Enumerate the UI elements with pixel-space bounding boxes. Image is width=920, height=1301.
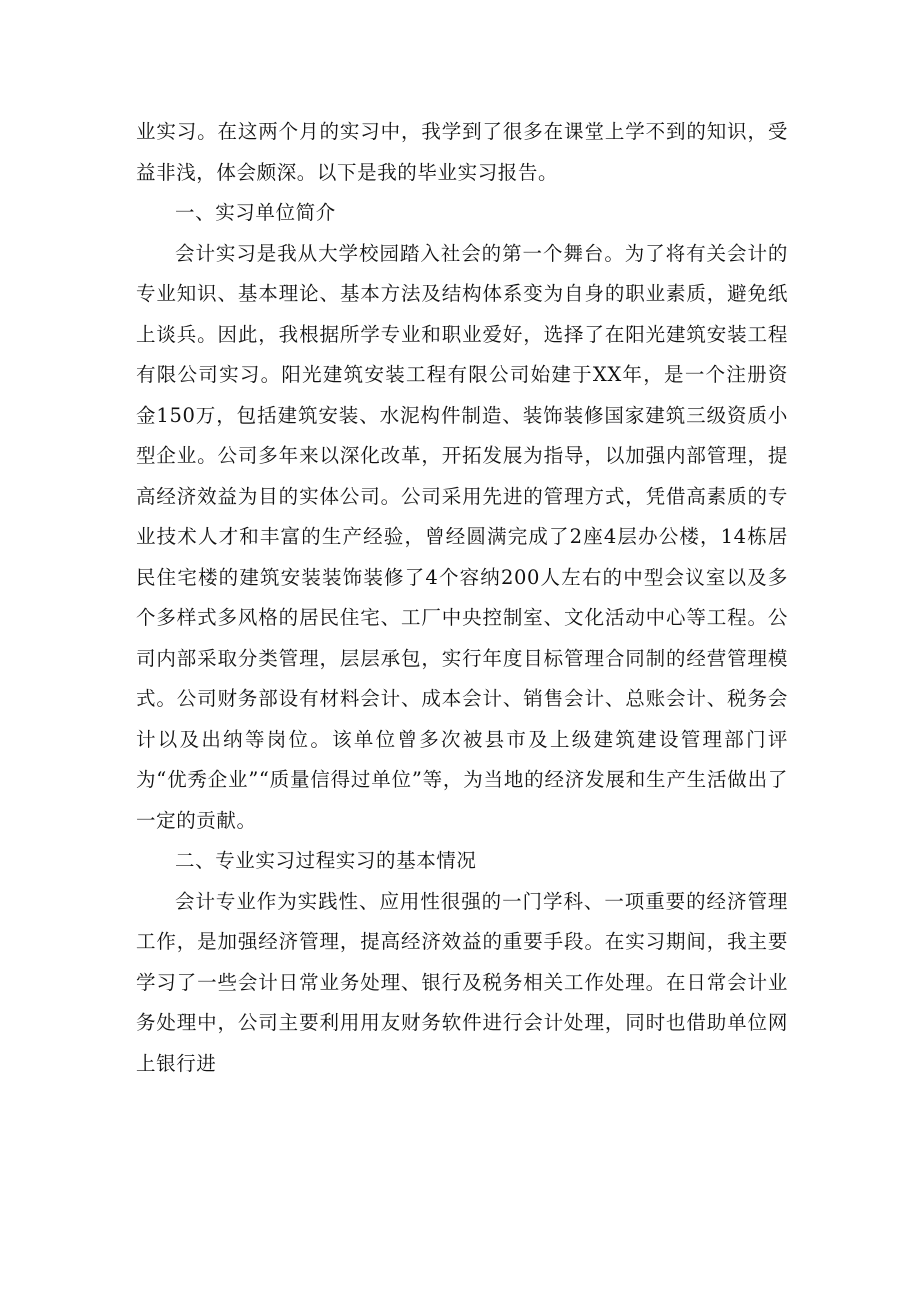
document-body	[136, 112, 788, 1084]
paragraph-continuation: 业实习。在这两个月的实习中，我学到了很多在课堂上学不到的知识，受益非浅，体会颇深。以下是我的毕业实习报告。	[136, 120, 788, 184]
paragraph-internship-overview: 会计专业作为实践性、应用性很强的一门学科、一项重要的经济管理工作，是加强经济管理，提高经济效益的重要手段。在实习期间，我主要学习了一些会计日常业务处理、银行及税务相关工作处理。在日常会计业务处理中，公司主要利用用友财务软件进行会计处理，同时也借助单位网上银行进	[136, 889, 788, 1075]
section-heading-company-intro: 一、实习单位简介	[175, 201, 336, 224]
paragraph-company-intro: 会计实习是我从大学校园踏入社会的第一个舞台。为了将有关会计的专业知识、基本理论、基本方法及结构体系变为自身的职业素质，避免纸上谈兵。因此，我根据所学专业和职业爱好，选择了在阳光建筑安装工程有限公司实习。阳光建筑安装工程有限公司始建于XX年，是一个注册资金150万，包括建筑安装、水泥构件制造、装饰装修国家建筑三级资质小型企业。公司多年来以深化改革，开拓发展为指导，以加强内部管理，提高经济效益为目的实体公司。公司采用先进的管理方式，凭借高素质的专业技术人才和丰富的生产经验，曾经圆满完成了2座4层办公楼，14栋居民住宅楼的建筑安装装饰装修了4个容纳200人左右的中型会议室以及多个多样式多风格的居民住宅、工厂中央控制室、文化活动中心等工程。公司内部采取分类管理，层层承包，实行年度目标管理合同制的经营管理模式。公司财务部设有材料会计、成本会计、销售会计、总账会计、税务会计以及出纳等岗位。该单位曾多次被县市及上级建筑建设管理部门评为“优秀企业”“质量信得过单位”等，为当地的经济发展和生产生活做出了一定的贡献。	[136, 241, 788, 832]
section-heading-internship-overview: 二、专业实习过程实习的基本情况	[175, 849, 477, 872]
